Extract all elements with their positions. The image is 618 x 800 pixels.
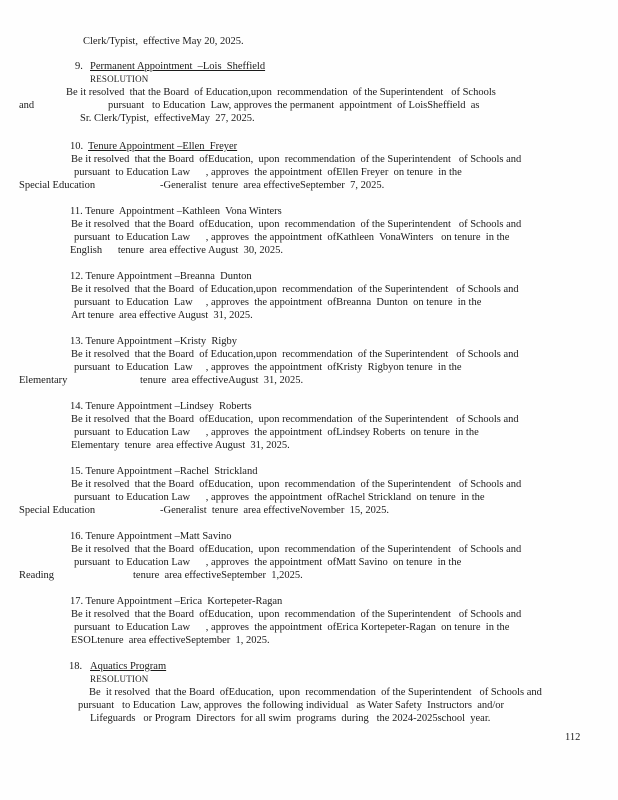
text-segment: English tenure area effective August 30, 2025. [70,245,283,256]
text-segment: Reading [19,570,54,581]
item-12-title [0,270,618,283]
text-segment: 13. Tenure Appointment –Kristy Rigby [70,336,238,347]
item-15-title [0,465,618,478]
item-15-body-line-2 [0,491,618,504]
item-18-body-line-1 [0,686,618,699]
text-segment: pursuant to Education Law , approves the appointment ofBreanna Dunton on tenure in the [74,297,482,308]
text-segment: Art tenure area effective August 31, 2025. [71,310,253,321]
text-segment: 15. Tenure Appointment –Rachel Strickland [70,466,258,477]
item-17-body-line-3 [0,634,618,647]
text-segment: RESOLUTION [90,674,149,684]
item-13-body-line-3 [0,374,618,387]
text-segment: -Generalist tenure area effectiveNovember 15, 2025. [160,505,389,516]
text-segment: pursuant to Education Law, approves the permanent appointment of LoisSheffield as [108,100,480,111]
text-segment: Be it resolved that the Board ofEducation, upon recommendation of the Superintendent of Schools and [71,609,522,620]
item-13-title [0,335,618,348]
text-segment: Aquatics Program [90,661,167,672]
item-10-body-line-3 [0,179,618,192]
text-segment: Tenure Appointment –Ellen Freyer [88,141,238,152]
item-18-body-line-2 [0,699,618,712]
text-segment: ESOLtenure area effectiveSeptember 1, 2025. [71,635,270,646]
item-14-body-line-1 [0,413,618,426]
item-12-body-line-3 [0,309,618,322]
text-segment: Special Education [19,505,96,516]
item-15-body-line-1 [0,478,618,491]
text-segment: pursuant to Education Law , approves the appointment ofMatt Savino on tenure in the [74,557,462,568]
item-12-body-line-1 [0,283,618,296]
text-segment: Permanent Appointment –Lois Sheffield [90,61,266,72]
item-16-body-line-1 [0,543,618,556]
item-18-body-line-3 [0,712,618,725]
item-15-body-line-3 [0,504,618,517]
text-segment: Be it resolved that the Board ofEducation, upon recommendation of the Superintendent of Schools and [71,219,522,230]
text-segment: Be it resolved that the Board ofEducation, upon recommendation of the Superintendent of Schools and [71,479,522,490]
page-number: 112 [565,732,581,743]
text-segment: 16. Tenure Appointment –Matt Savino [70,531,232,542]
item-9-resolution-label [0,73,618,86]
item-9-body-line-3 [0,112,618,125]
item-14-title [0,400,618,413]
item-12-body-line-2 [0,296,618,309]
item-18-title [0,660,618,673]
item-16-title [0,530,618,543]
text-segment: tenure area effectiveAugust 31, 2025. [140,375,304,386]
text-segment: 11. Tenure Appointment –Kathleen Vona Winters [70,206,282,217]
item-11-body-line-1 [0,218,618,231]
text-segment: Be it resolved that the Board of Education,upon recommendation of the Superintendent of Schools [66,87,496,98]
carryover-line [0,35,618,48]
text-segment: RESOLUTION [90,74,149,84]
item-13-body-line-1 [0,348,618,361]
text-segment: 14. Tenure Appointment –Lindsey Roberts [70,401,252,412]
item-9-body-line-2 [0,99,618,112]
text-segment: Be it resolved that the Board of Education,upon recommendation of the Superintendent of Schools and [71,349,519,360]
text-segment: pursuant to Education Law , approves the appointment ofErica Kortepeter-Ragan on tenure in the [74,622,510,633]
item-11-title [0,205,618,218]
text-segment: -Generalist tenure area effectiveSeptember 7, 2025. [160,180,385,191]
item-10-title [0,140,618,153]
text-segment: Be it resolved that the Board ofEducation, upon recommendation of the Superintendent of Schools and [71,544,522,555]
item-11-body-line-2 [0,231,618,244]
item-17-body-line-2 [0,621,618,634]
text-segment: Be it resolved that the Board ofEducation, upon recommendation of the Superintendent of Schools and [71,154,522,165]
text-segment: 18. [69,661,85,672]
text-segment: pursuant to Education Law , approves the appointment ofKathleen VonaWinters on tenure in the [74,232,510,243]
text-segment: 9. [75,61,89,72]
text-segment: pursuant to Education Law , approves the appointment ofLindsey Roberts on tenure in the [74,427,479,438]
text-segment: Elementary tenure area effective August 31, 2025. [71,440,290,451]
text-segment: 12. Tenure Appointment –Breanna Dunton [70,271,252,282]
text-segment: 10. [70,141,86,152]
text-segment: pursuant to Education Law , approves the appointment ofEllen Freyer on tenure in the [74,167,462,178]
text-segment: Be it resolved that the Board ofEducation, upon recommendation of the Superintendent of Schools and [71,414,519,425]
item-11-body-line-3 [0,244,618,257]
item-16-body-line-3 [0,569,618,582]
text-segment: Be it resolved that the Board ofEducation, upon recommendation of the Superintendent of Schools and [89,687,542,698]
text-segment: Sr. Clerk/Typist, effectiveMay 27, 2025. [80,113,255,124]
text-segment: pursuant to Education Law , approves the appointment ofKristy Rigbyon tenure in the [74,362,462,373]
item-14-body-line-3 [0,439,618,452]
item-9-title [0,60,618,73]
text-segment: pursuant to Education Law, approves the following individual as Water Safety Instructors and/or [78,700,505,711]
item-13-body-line-2 [0,361,618,374]
item-18-resolution-label [0,673,618,686]
text-segment: and [19,100,35,111]
text-segment: Elementary [19,375,68,386]
item-16-body-line-2 [0,556,618,569]
text-segment: 17. Tenure Appointment –Erica Kortepeter-Ragan [70,596,283,607]
text-segment: Special Education [19,180,96,191]
item-17-body-line-1 [0,608,618,621]
text-segment: Be it resolved that the Board of Education,upon recommendation of the Superintendent of Schools and [71,284,519,295]
item-17-title [0,595,618,608]
text-segment: Clerk/Typist, effective May 20, 2025. [83,36,244,47]
text-segment: Lifeguards or Program Directors for all swim programs during the 2024-2025school year. [90,713,491,724]
text-segment: tenure area effectiveSeptember 1,2025. [133,570,303,581]
item-14-body-line-2 [0,426,618,439]
item-10-body-line-2 [0,166,618,179]
item-10-body-line-1 [0,153,618,166]
text-segment: pursuant to Education Law , approves the appointment ofRachel Strickland on tenure in the [74,492,485,503]
item-9-body-line-1 [0,86,618,99]
